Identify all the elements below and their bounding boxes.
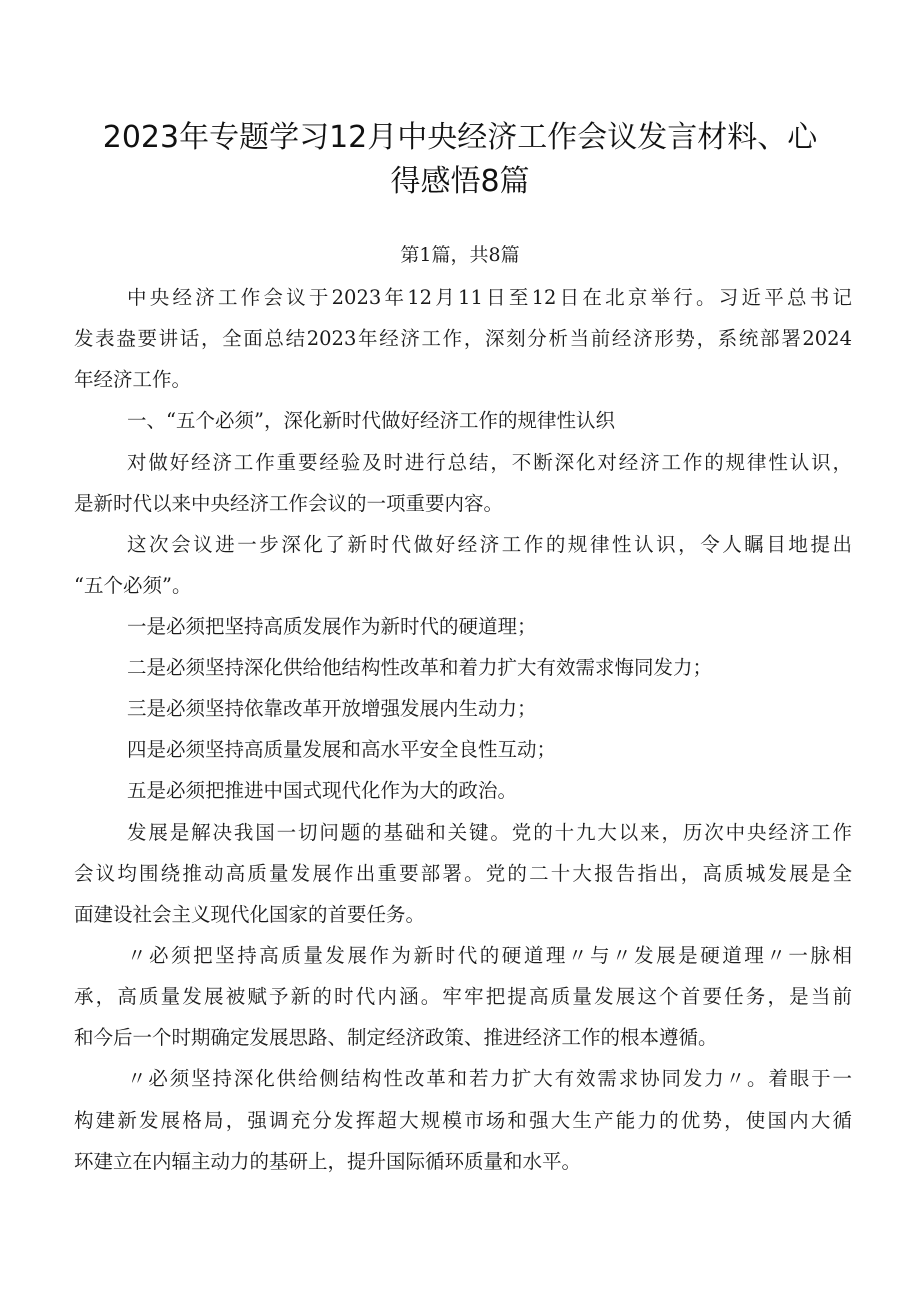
list-item: 三是必须坚持依靠改革开放增强发展内生动力； — [127, 697, 537, 720]
document-title-line-1: 2023年专题学习12月中央经济工作会议发言材料、心 — [102, 120, 818, 155]
list-item: 五是必须把推进中国式现代化作为大的政治。 — [127, 779, 518, 802]
part-indicator: 第1篇，共8篇 — [400, 244, 520, 266]
paragraph-line: 面建设社会主义现代化国家的首要任务。 — [74, 903, 426, 926]
list-item: 四是必须坚持高质量发展和高水平安全良性互动； — [127, 738, 557, 761]
list-item: 二是必须坚持深化供给他结构性改革和着力扩大有效需求悔同发力； — [127, 656, 713, 679]
paragraph-line: 发表盎要讲话，全面总结2023年经济工作，深刻分析当前经济形势，系统部署2024 — [74, 327, 852, 350]
paragraph-line: 〃必须把坚持高质量发展作为新时代的硬道理〃与〃发展是硬道理〃一脉相 — [127, 944, 852, 967]
paragraph-line: 是新时代以来中央经济工作会议的一项重要内容。 — [74, 492, 504, 515]
document-title-line-2: 得感悟8篇 — [390, 164, 530, 199]
paragraph-line: 这次会议进一步深化了新时代做好经济工作的规律性认识，令人瞩目地提出 — [127, 533, 852, 556]
paragraph-line: 承，高质量发展被赋予新的时代内涵。牢牢把提高质量发展这个首要任务，是当前 — [74, 985, 852, 1008]
paragraph-line: 会议均围绕推动高质量发展作出重要部署。党的二十大报告指出，高质城发展是全 — [74, 862, 852, 885]
paragraph-line: 发展是解决我国一切问题的基础和关键。党的十九大以来，历次中央经济工作 — [127, 821, 852, 844]
paragraph-line: 对做好经济工作重要经验及时进行总结，不断深化对经济工作的规律性认识， — [127, 451, 852, 474]
list-item: 一是必须把坚持高质发展作为新时代的硬道理； — [127, 615, 537, 638]
paragraph-line: 和今后一个时期确定发展思路、制定经济政策、推进经济工作的根本遵循。 — [74, 1026, 718, 1049]
paragraph-line: 构建新发展格局，强调充分发挥超大规模市场和强大生产能力的优势，使国内大循 — [74, 1109, 852, 1132]
paragraph-line: 环建立在内辐主动力的基研上，提升国际循环质量和水平。 — [74, 1150, 582, 1173]
paragraph-line: 年经济工作。 — [74, 368, 192, 391]
section-heading: 一、“五个必须”，深化新时代做好经济工作的规律性认织 — [127, 409, 615, 432]
paragraph-line: 中央经济工作会议于2023年12月11日至12日在北京举行。习近平总书记 — [127, 286, 852, 309]
paragraph-line: “五个必须”。 — [74, 574, 192, 597]
paragraph-line: 〃必须坚持深化供给侧结构性改革和若力扩大有效需求协同发力〃。着眼于一 — [127, 1067, 852, 1090]
